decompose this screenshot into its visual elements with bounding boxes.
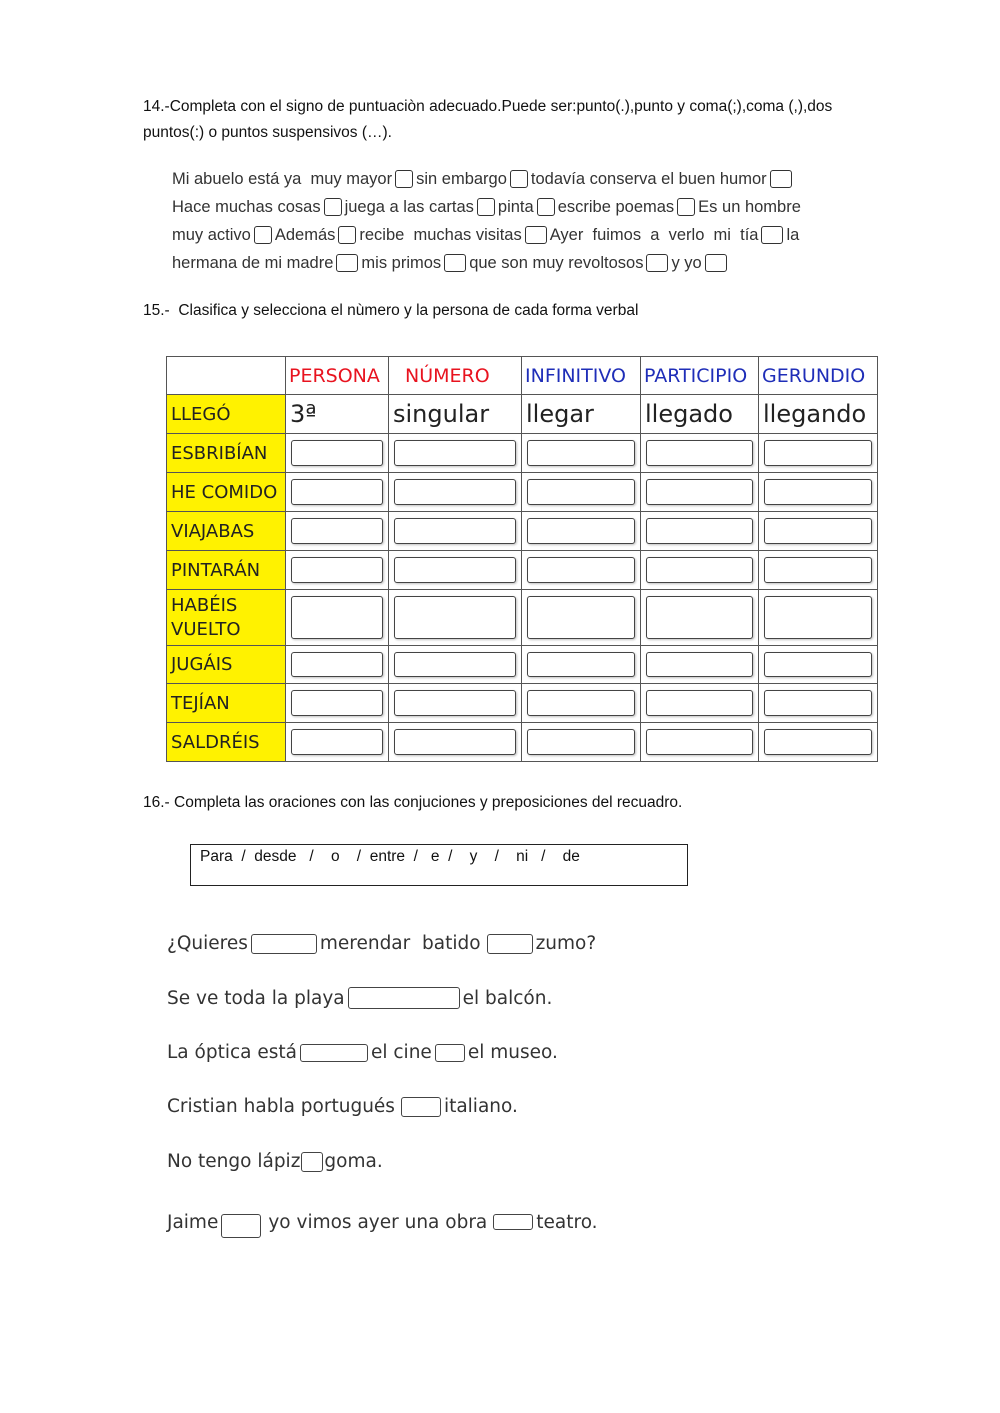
- sentence-4: [167, 1096, 518, 1117]
- sentence-text: No tengo lápiz: [167, 1151, 301, 1172]
- table-row: [167, 551, 878, 590]
- segment: Es un hombre: [698, 198, 801, 216]
- answer-cell: [286, 684, 389, 723]
- answer-cell: [389, 684, 522, 723]
- infinitivo-input[interactable]: [527, 557, 635, 583]
- punctuation-box[interactable]: [395, 170, 413, 188]
- answer-cell: [286, 723, 389, 762]
- exercise-14-instruction: 14.-Completa con el signo de puntuaciòn adecuado.Puede ser:punto(.),punto y coma(;),coma (,),dos puntos(:) o puntos suspensivos (…).: [143, 98, 833, 141]
- answer-cell: [522, 646, 641, 684]
- infinitivo-input[interactable]: [527, 596, 635, 639]
- exercise-14-paragraph: [172, 165, 872, 277]
- header-gerundio: GERUNDIO: [759, 357, 878, 395]
- answer-cell: [286, 551, 389, 590]
- example-participio: llegado: [641, 395, 759, 434]
- punctuation-box[interactable]: [510, 170, 528, 188]
- gerundio-input[interactable]: [764, 596, 872, 639]
- answer-cell: [759, 590, 878, 646]
- numero-input[interactable]: [394, 479, 516, 505]
- persona-input[interactable]: [291, 729, 383, 755]
- participio-input[interactable]: [646, 652, 753, 677]
- answer-cell: [759, 434, 878, 473]
- answer-cell: [286, 434, 389, 473]
- segment: Mi abuelo está ya muy mayor: [172, 170, 393, 188]
- sentence-text: ¿Quieres: [167, 933, 248, 954]
- answer-cell: [522, 723, 641, 762]
- punctuation-box[interactable]: [254, 226, 272, 244]
- answer-cell: [641, 723, 759, 762]
- answer-cell: [641, 684, 759, 723]
- verb-cell: VIAJABAS: [167, 512, 286, 551]
- paragraph-line-2: [172, 193, 872, 221]
- header-persona: PERSONA: [286, 357, 389, 395]
- answer-cell: [759, 723, 878, 762]
- paragraph-line-3: [172, 221, 872, 249]
- sentence-text: zumo?: [535, 933, 597, 954]
- verb-cell: HE COMIDO: [167, 473, 286, 512]
- example-persona: 3ª: [286, 395, 389, 434]
- header-numero: NÚMERO: [389, 357, 522, 395]
- participio-input[interactable]: [646, 690, 753, 716]
- answer-cell: [641, 473, 759, 512]
- answer-cell: [641, 434, 759, 473]
- persona-input[interactable]: [291, 479, 383, 505]
- participio-input[interactable]: [646, 440, 753, 466]
- answer-cell: [389, 434, 522, 473]
- sentence-text: Jaime: [167, 1211, 219, 1233]
- segment: juega a las cartas: [344, 198, 474, 216]
- answer-cell: [286, 473, 389, 512]
- punctuation-box[interactable]: [761, 226, 783, 244]
- infinitivo-input[interactable]: [527, 440, 635, 466]
- persona-input[interactable]: [291, 690, 383, 716]
- answer-cell: [389, 473, 522, 512]
- persona-input[interactable]: [291, 652, 383, 677]
- participio-input[interactable]: [646, 518, 753, 544]
- sentence-6: [167, 1206, 598, 1238]
- answer-cell: [759, 551, 878, 590]
- segment: hermana de mi madre: [172, 254, 334, 272]
- gerundio-input[interactable]: [764, 479, 872, 505]
- punctuation-box[interactable]: [477, 198, 495, 216]
- segment: que son muy revoltosos: [469, 254, 644, 272]
- header-participio: PARTICIPIO: [641, 357, 759, 395]
- gerundio-input[interactable]: [764, 557, 872, 583]
- gerundio-input[interactable]: [764, 652, 872, 677]
- table-row: [167, 512, 878, 551]
- answer-cell: [522, 434, 641, 473]
- sentence-text: goma.: [324, 1151, 383, 1172]
- sentence-text: teatro.: [536, 1211, 598, 1233]
- verb-cell: JUGÁIS: [167, 646, 286, 684]
- infinitivo-input[interactable]: [527, 518, 635, 544]
- punctuation-box[interactable]: [525, 226, 547, 244]
- participio-input[interactable]: [646, 596, 753, 639]
- answer-gap[interactable]: [493, 1214, 533, 1230]
- verb-cell: PINTARÁN: [167, 551, 286, 590]
- segment: sin embargo: [416, 170, 507, 188]
- table-row: [167, 646, 878, 684]
- sentence-2: [167, 987, 552, 1009]
- punctuation-box[interactable]: [677, 198, 695, 216]
- infinitivo-input[interactable]: [527, 652, 635, 677]
- answer-cell: [522, 684, 641, 723]
- participio-input[interactable]: [646, 729, 753, 755]
- answer-gap[interactable]: [251, 934, 317, 954]
- sentence-text: yo vimos ayer una obra: [268, 1211, 488, 1233]
- answer-cell: [641, 590, 759, 646]
- verb-cell: HABÉIS VUELTO: [167, 590, 286, 646]
- answer-gap[interactable]: [401, 1097, 441, 1117]
- numero-input[interactable]: [394, 557, 516, 583]
- answer-cell: [641, 512, 759, 551]
- answer-cell: [286, 590, 389, 646]
- answer-cell: [389, 590, 522, 646]
- sentence-text: italiano.: [443, 1096, 518, 1117]
- answer-gap[interactable]: [487, 934, 533, 954]
- example-gerundio: llegando: [759, 395, 878, 434]
- persona-input[interactable]: [291, 440, 383, 466]
- verb-cell: ESBRIBÍAN: [167, 434, 286, 473]
- participio-input[interactable]: [646, 479, 753, 505]
- numero-input[interactable]: [394, 729, 516, 755]
- punctuation-box[interactable]: [705, 254, 727, 272]
- sentence-text: el cine: [370, 1042, 432, 1063]
- table-row: [167, 684, 878, 723]
- answer-cell: [389, 646, 522, 684]
- infinitivo-input[interactable]: [527, 690, 635, 716]
- gerundio-input[interactable]: [764, 690, 872, 716]
- verb-table: [166, 356, 878, 762]
- segment: Ayer fuimos a verlo mi tía: [549, 226, 759, 244]
- paragraph-line-4: [172, 249, 872, 277]
- example-infinitivo: llegar: [522, 395, 641, 434]
- sentence-5: [167, 1151, 383, 1172]
- header-infinitivo: INFINITIVO: [522, 357, 641, 395]
- answer-cell: [759, 512, 878, 551]
- answer-cell: [641, 551, 759, 590]
- sentence-text: merendar batido: [319, 933, 481, 954]
- answer-cell: [389, 723, 522, 762]
- answer-cell: [759, 684, 878, 723]
- persona-input[interactable]: [291, 596, 383, 639]
- answer-cell: [389, 551, 522, 590]
- sentence-text: La óptica está: [167, 1042, 297, 1063]
- segment: escribe poemas: [557, 198, 675, 216]
- gerundio-input[interactable]: [764, 440, 872, 466]
- segment: pinta: [497, 198, 534, 216]
- answer-cell: [522, 551, 641, 590]
- example-row: [167, 395, 878, 434]
- table-row: [167, 473, 878, 512]
- infinitivo-input[interactable]: [527, 729, 635, 755]
- punctuation-box[interactable]: [324, 198, 342, 216]
- answer-cell: [641, 646, 759, 684]
- punctuation-box[interactable]: [336, 254, 358, 272]
- segment: Además: [274, 226, 336, 244]
- table-row: [167, 434, 878, 473]
- segment: todavía conserva el buen humor: [530, 170, 767, 188]
- numero-input[interactable]: [394, 596, 516, 639]
- sentence-1: [167, 933, 596, 954]
- segment: Hace muchas cosas: [172, 198, 321, 216]
- table-header-row: [167, 357, 878, 395]
- answer-cell: [522, 473, 641, 512]
- example-numero: singular: [389, 395, 522, 434]
- numero-input[interactable]: [394, 690, 516, 716]
- segment: la: [786, 226, 800, 244]
- exercise-15-instruction: 15.- Clasifica y selecciona el nùmero y la persona de cada forma verbal: [143, 302, 639, 319]
- header-empty: [167, 357, 286, 395]
- answer-cell: [759, 473, 878, 512]
- sentence-text: el museo.: [467, 1042, 558, 1063]
- word-box: Para / desde / o / entre / e / y / ni / de: [190, 844, 688, 886]
- sentence-text: Cristian habla portugués: [167, 1096, 395, 1117]
- persona-input[interactable]: [291, 557, 383, 583]
- segment: y yo: [671, 254, 702, 272]
- participio-input[interactable]: [646, 557, 753, 583]
- segment: recibe muchas visitas: [359, 226, 522, 244]
- punctuation-box[interactable]: [770, 170, 792, 188]
- verb-cell: LLEGÓ: [167, 395, 286, 434]
- sentence-3: [167, 1042, 558, 1063]
- table-row: [167, 590, 878, 646]
- infinitivo-input[interactable]: [527, 479, 635, 505]
- exercise-16-instruction: 16.- Completa las oraciones con las conjuciones y preposiciones del recuadro.: [143, 794, 683, 811]
- answer-gap[interactable]: [348, 987, 460, 1009]
- punctuation-box[interactable]: [646, 254, 668, 272]
- answer-cell: [759, 646, 878, 684]
- punctuation-box[interactable]: [537, 198, 555, 216]
- sentence-text: el balcón.: [462, 987, 553, 1009]
- answer-gap[interactable]: [301, 1152, 323, 1172]
- numero-input[interactable]: [394, 518, 516, 544]
- persona-input[interactable]: [291, 518, 383, 544]
- verb-cell: SALDRÉIS: [167, 723, 286, 762]
- answer-cell: [286, 512, 389, 551]
- answer-gap[interactable]: [221, 1214, 261, 1238]
- answer-cell: [286, 646, 389, 684]
- numero-input[interactable]: [394, 440, 516, 466]
- gerundio-input[interactable]: [764, 518, 872, 544]
- answer-gap[interactable]: [435, 1044, 465, 1062]
- punctuation-box[interactable]: [444, 254, 466, 272]
- segment: muy activo: [172, 226, 251, 244]
- verb-cell: TEJÍAN: [167, 684, 286, 723]
- answer-gap[interactable]: [300, 1044, 368, 1062]
- answer-cell: [522, 512, 641, 551]
- segment: mis primos: [361, 254, 442, 272]
- gerundio-input[interactable]: [764, 729, 872, 755]
- paragraph-line-1: [172, 165, 872, 193]
- numero-input[interactable]: [394, 652, 516, 677]
- table-row: [167, 723, 878, 762]
- sentence-text: Se ve toda la playa: [167, 987, 345, 1009]
- punctuation-box[interactable]: [338, 226, 356, 244]
- answer-cell: [389, 512, 522, 551]
- answer-cell: [522, 590, 641, 646]
